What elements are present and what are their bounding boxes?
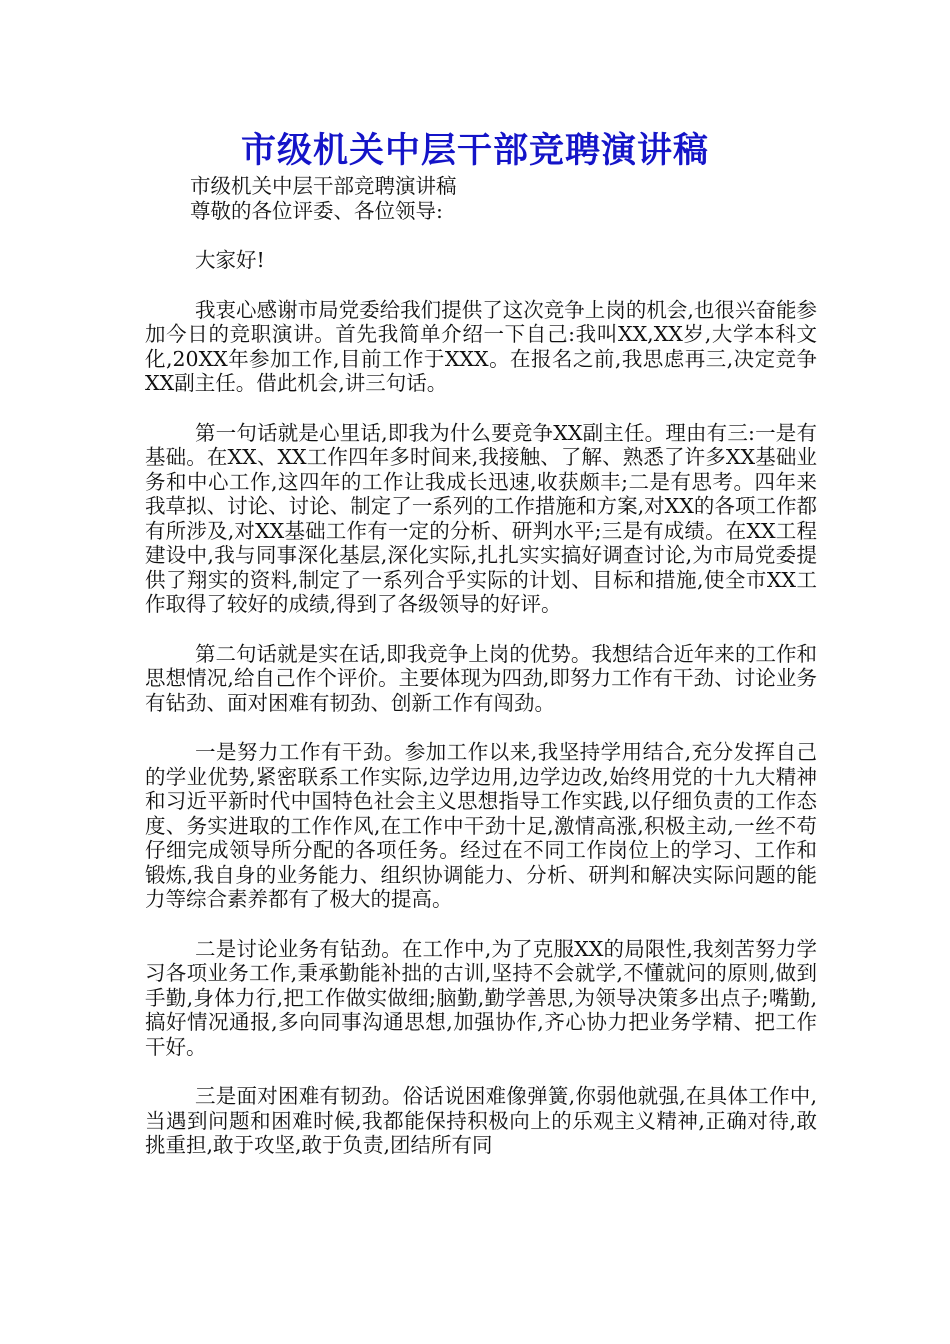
paragraph-perseverance: 三是面对困难有韧劲。俗话说困难像弹簧,你弱他就强,在具体工作中,当遇到问题和困难时候,我都能保持积极向上的乐观主义精神,正确对待,敢挑重担,敢于攻坚,敢于负责,团结所有同 (145, 1084, 817, 1157)
paragraph-intro: 我衷心感谢市局党委给我们提供了这次竞争上岗的机会,也很兴奋能参加今日的竞职演讲。首先我简单介绍一下自己:我叫XX,XX岁,大学本科文化,20XX年参加工作,目前工作于XXX。在报名之前,我思虑再三,决定竞争XX副主任。借此机会,讲三句话。 (145, 297, 817, 395)
greeting: 大家好! (195, 248, 265, 272)
paragraph-first-words: 第一句话就是心里话,即我为什么要竞争XX副主任。理由有三:一是有基础。在XX、XX工作四年多时间来,我接触、了解、熟悉了许多XX基础业务和中心工作,这四年的工作让我成长迅速,收获颇丰;二是有思考。四年来我草拟、讨论、讨论、制定了一系列的工作措施和方案,对XX的各项工作都有所涉及,对XX基础工作有一定的分析、研判水平;三是有成绩。在XX工程建设中,我与同事深化基层,深化实际,扎扎实实搞好调查讨论,为市局党委提供了翔实的资料,制定了一系列合乎实际的计划、目标和措施,使全市XX工作取得了较好的成绩,得到了各级领导的好评。 (145, 420, 817, 616)
document-body (145, 174, 817, 1183)
salutation: 尊敬的各位评委、各位领导: (190, 198, 443, 223)
document-title: 市级机关中层干部竞聘演讲稿 (240, 130, 709, 171)
paragraph-second-words: 第二句话就是实在话,即我竞争上岗的优势。我想结合近年来的工作和思想情况,给自己作个评价。主要体现为四劲,即努力工作有干劲、讨论业务有钻劲、面对困难有韧劲、创新工作有闯劲。 (145, 641, 817, 715)
paragraph-drive: 一是努力工作有干劲。参加工作以来,我坚持学用结合,充分发挥自己的学业优势,紧密联系工作实际,边学边用,边学边改,始终用党的十九大精神和习近平新时代中国特色社会主义思想指导工作实践,以仔细负责的工作态度、务实进取的工作作风,在工作中干劲十足,激情高涨,积极主动,一丝不苟仔细完成领导所分配的各项任务。经过在不同工作岗位上的学习、工作和锻炼,我自身的业务能力、组织协调能力、分析、研判和解决实际问题的能力等综合素养都有了极大的提高。 (145, 740, 817, 911)
document-subtitle: 市级机关中层干部竞聘演讲稿 (190, 174, 457, 198)
paragraph-diligence: 二是讨论业务有钻劲。在工作中,为了克服XX的局限性,我刻苦努力学习各项业务工作,秉承勤能补拙的古训,坚持不会就学,不懂就问的原则,做到手勤,身体力行,把工作做实做细;脑勤,勤学善思,为领导决策多出点子;嘴勤,搞好情况通报,多向同事沟通思想,加强协作,齐心协力把业务学精、把工作干好。 (145, 936, 817, 1059)
